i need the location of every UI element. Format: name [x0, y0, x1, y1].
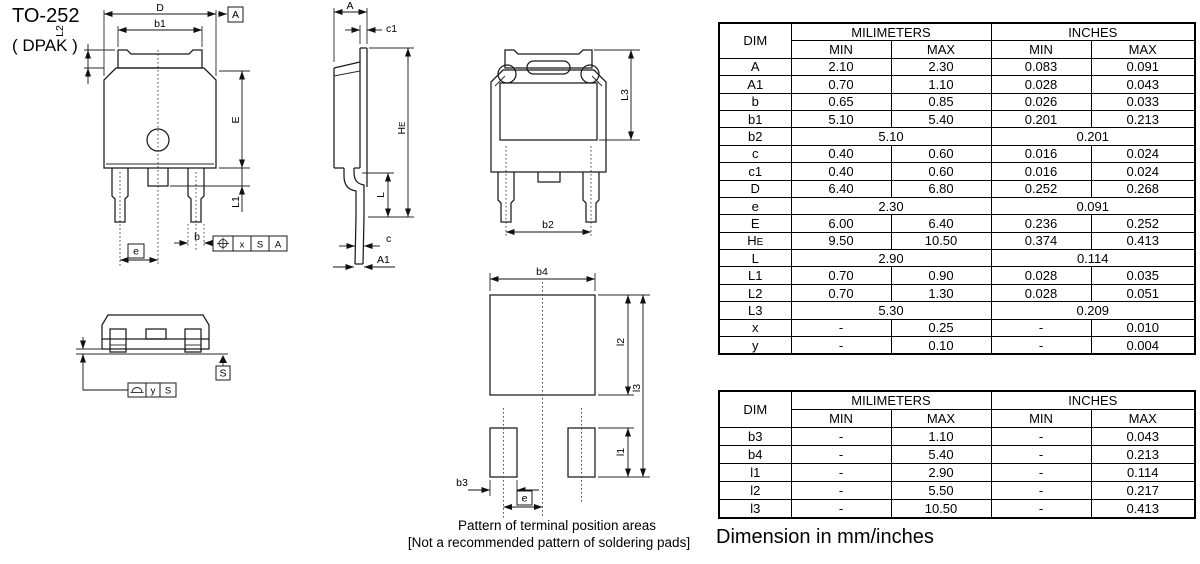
table-row [719, 232, 1195, 249]
table-cell: 5.10 [791, 128, 991, 145]
table-row [719, 464, 1195, 482]
table-cell: 0.25 [891, 319, 991, 336]
dim-label-l2: l2 [615, 337, 627, 347]
table-row [719, 58, 1195, 75]
table-cell: 2.30 [891, 58, 991, 75]
position-tolerance-frame [213, 236, 287, 251]
table-row [719, 482, 1195, 500]
table-cell: 0.043 [1091, 428, 1195, 446]
table-row [719, 163, 1195, 180]
table-cell: - [991, 500, 1091, 519]
table-row [719, 319, 1195, 336]
table-row [719, 180, 1195, 197]
table-cell: - [791, 428, 891, 446]
table-cell: 0.213 [1091, 110, 1195, 127]
table-cell: - [991, 464, 1091, 482]
header-mm-max: MAX [891, 41, 991, 58]
table-cell: - [791, 482, 891, 500]
dim-label-L: L [375, 192, 387, 198]
table-cell: 2.90 [791, 250, 991, 267]
table-cell: 0.374 [991, 232, 1091, 249]
dim-label-HE: HE [396, 121, 408, 135]
table-cell: A1 [719, 76, 791, 93]
table-cell: 6.40 [891, 215, 991, 232]
dim-label-c1: c1 [386, 23, 398, 35]
table-row [719, 337, 1195, 355]
header-mm-min: MIN [791, 410, 891, 428]
table-cell: l2 [719, 482, 791, 500]
flatness-tolerance-frame [128, 383, 176, 397]
table-cell: - [991, 319, 1091, 336]
header-in-max: MAX [1091, 410, 1195, 428]
header-in-max: MAX [1091, 41, 1195, 58]
header-inches: INCHES [991, 23, 1195, 41]
pattern-caption-line1: Pattern of terminal position areas [457, 518, 657, 533]
dim-label-b4: b4 [536, 266, 548, 278]
table-cell: 5.40 [891, 446, 991, 464]
table-cell: l3 [719, 500, 791, 519]
table-cell: 1.30 [891, 284, 991, 301]
table-cell: 0.026 [991, 93, 1091, 110]
table-row [719, 428, 1195, 446]
header-inches: INCHES [991, 391, 1195, 410]
fcf-y-label: y [150, 385, 156, 397]
datum-s-label: S [219, 367, 227, 380]
table-cell: 0.90 [891, 267, 991, 284]
table-cell: 0.004 [1091, 337, 1195, 355]
dim-label-b2: b2 [542, 219, 554, 231]
table-cell: 2.90 [891, 464, 991, 482]
side-view-drawing [333, 0, 414, 267]
dim-label-b3: b3 [456, 477, 468, 489]
package-variant: ( DPAK ) [12, 36, 78, 55]
table-cell: 0.083 [991, 58, 1091, 75]
table-cell: 2.30 [791, 197, 991, 214]
table-cell: HE [719, 232, 791, 249]
table-row [719, 250, 1195, 267]
table-cell: 0.043 [1091, 76, 1195, 93]
dim-label-L3: L3 [619, 89, 631, 101]
back-view-drawing [491, 50, 640, 238]
table-cell: 0.201 [991, 110, 1091, 127]
table-cell: 0.40 [791, 163, 891, 180]
table-cell: 10.50 [891, 500, 991, 519]
dim-label-l1: l1 [615, 447, 627, 457]
table-cell: 5.50 [891, 482, 991, 500]
table-cell: 0.70 [791, 267, 891, 284]
fcf-s-label: S [164, 385, 172, 397]
table-cell: x [719, 319, 791, 336]
table-cell: 0.024 [1091, 163, 1195, 180]
table-cell: 0.236 [991, 215, 1091, 232]
table-cell: b1 [719, 110, 791, 127]
table-row [719, 128, 1195, 145]
table-row [719, 500, 1195, 519]
dim-label-b1: b1 [154, 18, 166, 30]
table-cell: c [719, 145, 791, 162]
table-cell: 0.091 [1091, 58, 1195, 75]
table-cell: 9.50 [791, 232, 891, 249]
header-in-min: MIN [991, 41, 1091, 58]
table-cell: 0.70 [791, 284, 891, 301]
units-note: Dimension in mm/inches [716, 526, 934, 548]
front-view-drawing [54, 2, 287, 266]
table-cell: b [719, 93, 791, 110]
table-cell: 1.10 [891, 428, 991, 446]
datum-triangle-icon [219, 355, 227, 363]
fcf-modifier-label: S [256, 239, 264, 251]
table-cell: 0.40 [791, 145, 891, 162]
table-cell: 2.10 [791, 58, 891, 75]
table-cell: - [991, 337, 1091, 355]
dim-label-e: e [133, 245, 139, 258]
table-cell: 0.035 [1091, 267, 1195, 284]
table-cell: 0.217 [1091, 482, 1195, 500]
table-cell: 0.413 [1091, 500, 1195, 519]
table-cell: 0.85 [891, 93, 991, 110]
table-cell: - [791, 500, 891, 519]
table-cell: 5.10 [791, 110, 891, 127]
table-cell: e [719, 197, 791, 214]
header-millimeters: MILIMETERS [791, 391, 991, 410]
table-cell: 0.60 [891, 145, 991, 162]
table-cell: 0.413 [1091, 232, 1195, 249]
table-cell: L1 [719, 267, 791, 284]
table-cell: - [791, 446, 891, 464]
dim-label-L1: L1 [230, 196, 242, 208]
table-cell: 0.033 [1091, 93, 1195, 110]
table-cell: 0.213 [1091, 446, 1195, 464]
table-cell: 0.209 [991, 302, 1195, 319]
header-dim: DIM [719, 23, 791, 58]
terminal-pattern-drawing [408, 266, 690, 550]
dim-label-E: E [230, 116, 242, 124]
table-row [719, 76, 1195, 93]
table-cell: 6.40 [791, 180, 891, 197]
table-row [719, 93, 1195, 110]
table-cell: 0.114 [991, 250, 1195, 267]
seating-plane-view-drawing [76, 315, 230, 397]
table-row [719, 446, 1195, 464]
package-dimension-table [718, 22, 1196, 355]
table-cell: - [991, 446, 1091, 464]
table-cell: 0.70 [791, 76, 891, 93]
table-row [719, 302, 1195, 319]
table-cell: 6.00 [791, 215, 891, 232]
table-cell: E [719, 215, 791, 232]
datum-a-label: A [231, 9, 240, 21]
dim-label-A1: A1 [377, 254, 390, 266]
header-mm-min: MIN [791, 41, 891, 58]
table-cell: l1 [719, 464, 791, 482]
table-cell: L3 [719, 302, 791, 319]
table-cell: 0.252 [1091, 215, 1195, 232]
dim-label-b: b [194, 231, 200, 243]
dim-label-L2: L2 [54, 25, 66, 37]
dim-label-c: c [386, 233, 392, 245]
table-cell: 0.028 [991, 284, 1091, 301]
table-cell: 0.252 [991, 180, 1091, 197]
table-cell: b4 [719, 446, 791, 464]
table-cell: 0.268 [1091, 180, 1195, 197]
fcf-datum-label: A [274, 239, 282, 251]
table-cell: 0.016 [991, 163, 1091, 180]
table-cell: y [719, 337, 791, 355]
header-mm-max: MAX [891, 410, 991, 428]
table-cell: 5.40 [891, 110, 991, 127]
table-cell: 0.65 [791, 93, 891, 110]
table-cell: A [719, 58, 791, 75]
table-cell: - [791, 464, 891, 482]
header-in-min: MIN [991, 410, 1091, 428]
package-name: TO-252 [12, 5, 80, 27]
header-dim: DIM [719, 391, 791, 428]
table-cell: - [991, 482, 1091, 500]
dim-label-D: D [156, 2, 164, 14]
table-row [719, 284, 1195, 301]
table-cell: - [791, 319, 891, 336]
table-cell: 0.114 [1091, 464, 1195, 482]
table-cell: 0.010 [1091, 319, 1195, 336]
dim-label-A: A [346, 0, 354, 12]
pattern-dimension-table [718, 390, 1196, 519]
pattern-caption-line2: [Not a recommended pattern of soldering pads] [407, 535, 691, 550]
table-cell: 0.051 [1091, 284, 1195, 301]
table-cell: 5.30 [791, 302, 991, 319]
table-cell: 0.201 [991, 128, 1195, 145]
table-cell: 1.10 [891, 76, 991, 93]
table-row [719, 145, 1195, 162]
table-cell: D [719, 180, 791, 197]
table-cell: - [791, 337, 891, 355]
table-cell: 0.091 [991, 197, 1195, 214]
dim-label-e-pattern: e [521, 492, 528, 505]
dim-label-l3: l3 [631, 383, 643, 393]
table-cell: c1 [719, 163, 791, 180]
table-cell: 0.028 [991, 76, 1091, 93]
table-cell: 6.80 [891, 180, 991, 197]
table-row [719, 110, 1195, 127]
header-millimeters: MILIMETERS [791, 23, 991, 41]
table-row [719, 215, 1195, 232]
table-cell: b3 [719, 428, 791, 446]
table-cell: 0.028 [991, 267, 1091, 284]
table-cell: 0.60 [891, 163, 991, 180]
table-row [719, 267, 1195, 284]
table-cell: 0.10 [891, 337, 991, 355]
table-cell: L [719, 250, 791, 267]
fcf-tolerance-label: x [239, 239, 245, 251]
table-cell: L2 [719, 284, 791, 301]
table-cell: 10.50 [891, 232, 991, 249]
table-cell: b2 [719, 128, 791, 145]
table-cell: 0.016 [991, 145, 1091, 162]
table-row [719, 197, 1195, 214]
table-cell: - [991, 428, 1091, 446]
table-cell: 0.024 [1091, 145, 1195, 162]
